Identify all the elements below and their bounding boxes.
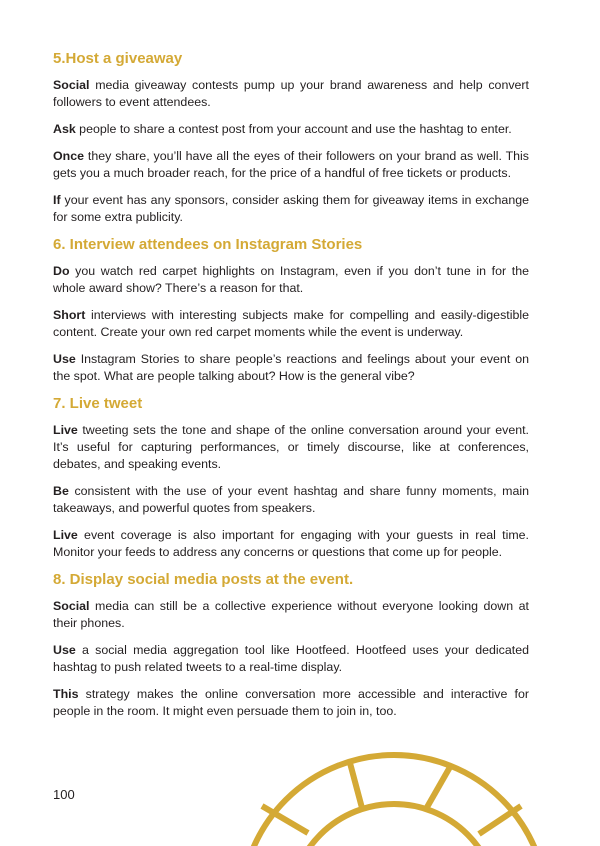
paragraph [53,263,529,297]
paragraph-text: they share, you’ll have all the eyes of their followers on your brand as well. This gets you a much broader reach, for the price of a handful of free tickets or products. [53,149,529,180]
paragraph-lead: Once [53,149,84,163]
paragraph [53,527,529,561]
section-heading: 6. Interview attendees on Instagram Stories [53,236,363,253]
paragraph-lead: Do [53,264,70,278]
paragraph-text: event coverage is also important for engaging with your guests in real time. Monitor your feeds to address any concerns or questions that come up for people. [53,528,529,559]
paragraph-text: interviews with interesting subjects make for compelling and easily-digestible content. Create your own red carpet moments while the event is underway. [53,308,529,339]
paragraph-text: strategy makes the online conversation more accessible and interactive for people in the room. It might even persuade them to join in, too. [53,687,529,718]
ornament-spoke [426,767,450,809]
paragraph [53,77,529,111]
paragraph-lead: Be [53,484,69,498]
paragraph-text: consistent with the use of your event hashtag and share funny moments, main takeaways, and powerful quotes from speakers. [53,484,529,515]
paragraph-lead: This [53,687,79,701]
paragraph-lead: If [53,193,61,207]
paragraph [53,483,529,517]
ornament-spoke [479,806,521,834]
section-heading: 7. Live tweet [53,395,143,412]
section-heading: 8. Display social media posts at the event. [53,571,354,588]
section-display-posts [53,571,529,720]
gold-ring-ornament-icon [230,745,600,846]
paragraph [53,307,529,341]
ornament-inner-ring [290,804,498,846]
paragraph-text: media giveaway contests pump up your brand awareness and help convert followers to event attendees. [53,78,529,109]
paragraph-lead: Live [53,528,78,542]
section-live-tweet [53,395,529,561]
paragraph [53,686,529,720]
paragraph [53,642,529,676]
paragraph [53,192,529,226]
paragraph-lead: Social [53,599,90,613]
paragraph-lead: Use [53,643,76,657]
paragraph-text: Instagram Stories to share people’s reactions and feelings about your event on the spot. What are people talking about? How is the general vibe? [53,352,529,383]
section-heading: 5.Host a giveaway [53,50,183,67]
paragraph-lead: Use [53,352,76,366]
paragraph-text: your event has any sponsors, consider asking them for giveaway items in exchange for some extra publicity. [53,193,529,224]
section-host-giveaway [53,50,529,226]
paragraph-lead: Live [53,423,78,437]
page-content [53,50,529,730]
paragraph-lead: Social [53,78,90,92]
paragraph [53,422,529,473]
paragraph [53,598,529,632]
paragraph [53,121,529,138]
paragraph [53,351,529,385]
ornament-outer-ring [241,755,547,846]
paragraph-text: a social media aggregation tool like Hootfeed. Hootfeed uses your dedicated hashtag to push related tweets to a real-time display. [53,643,529,674]
paragraph-text: people to share a contest post from your account and use the hashtag to enter. [75,122,512,136]
paragraph-text: you watch red carpet highlights on Instagram, even if you don’t tune in for the whole award show? There’s a reason for that. [53,264,529,295]
page-number: 100 [53,787,75,802]
paragraph-lead: Short [53,308,86,322]
paragraph [53,148,529,182]
paragraph-text: media can still be a collective experience without everyone looking down at their phones. [53,599,529,630]
paragraph-text: tweeting sets the tone and shape of the online conversation around your event. It’s useful for capturing performances, or timely discourse, like at conferences, debates, and speaking events. [53,423,529,471]
paragraph-lead: Ask [53,122,76,136]
ornament-spoke [350,763,362,808]
section-interview-attendees [53,236,529,385]
